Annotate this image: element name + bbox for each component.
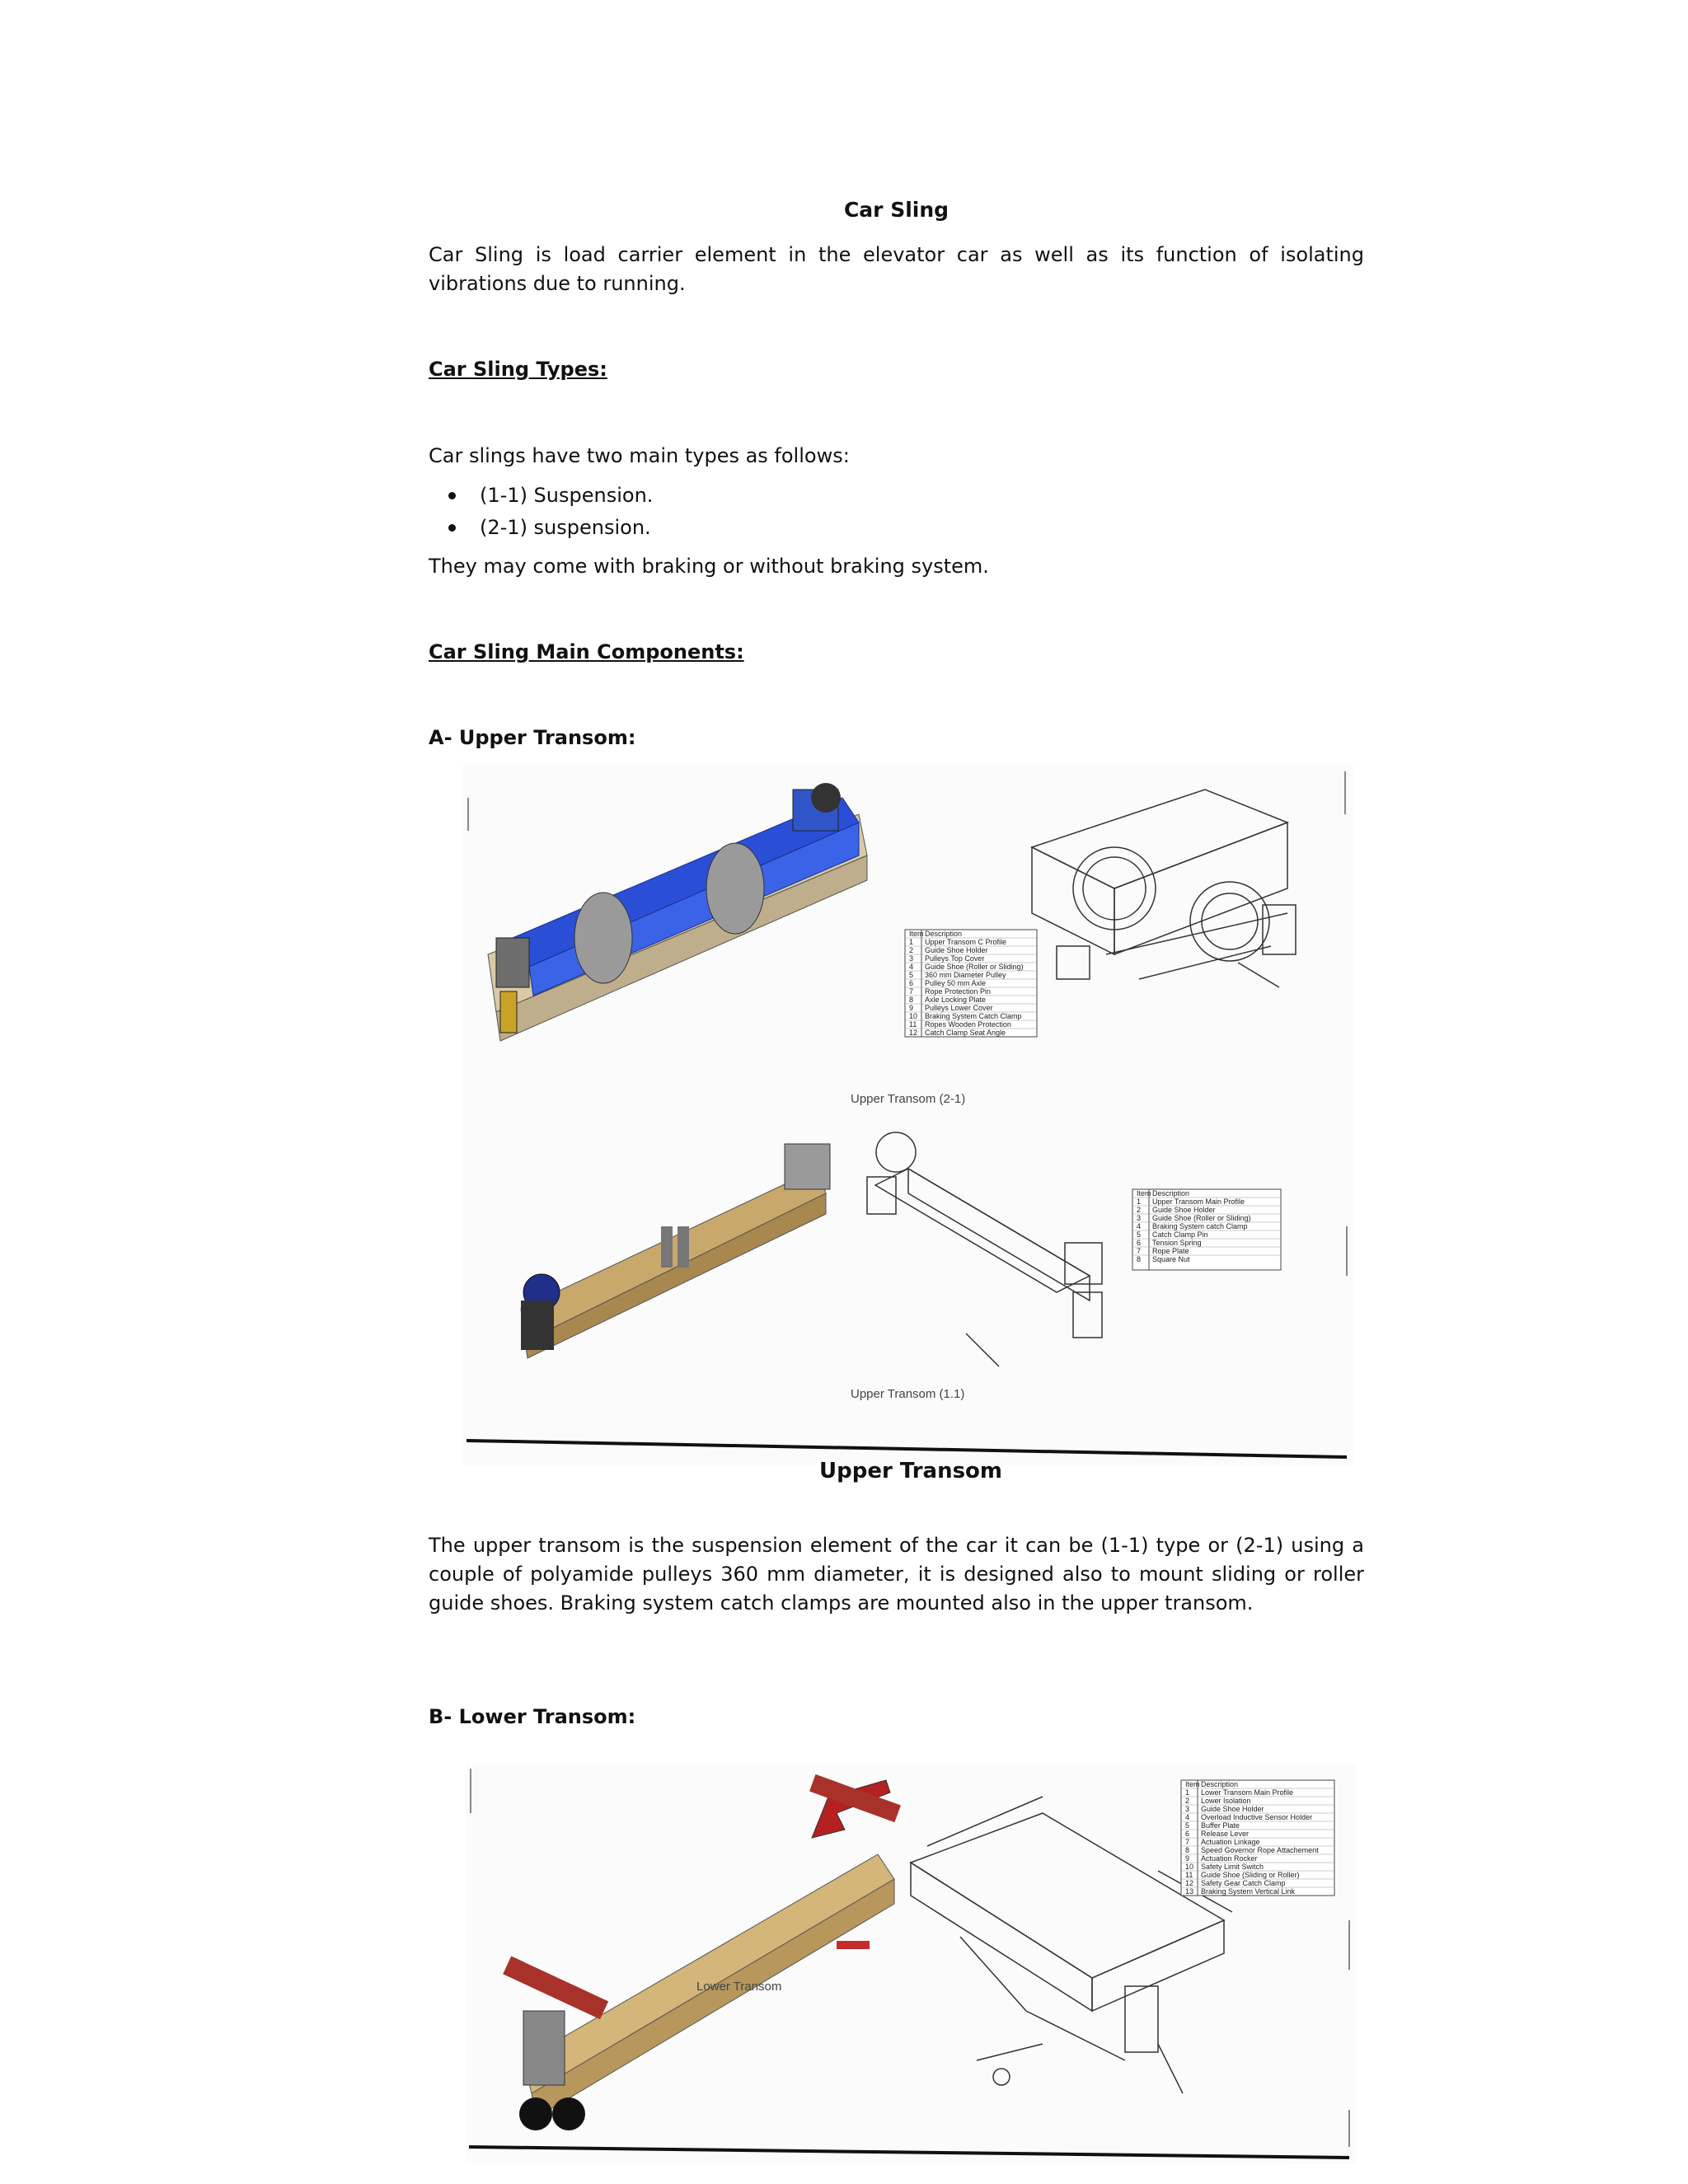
table-cell: Overload Inductive Sensor Holder — [1201, 1813, 1313, 1821]
table-cell: Safety Limit Switch — [1201, 1863, 1264, 1871]
upper-transom-2-1-render — [488, 783, 867, 1041]
table-cell: Guide Shoe Holder — [1152, 1206, 1216, 1214]
table-cell: 3 — [909, 954, 914, 963]
upper-transom-heading: A- Upper Transom: — [429, 726, 636, 749]
table-cell: Buffer Plate — [1201, 1821, 1240, 1830]
page-title: Car Sling — [843, 198, 950, 222]
table-cell: Braking System Vertical Link — [1201, 1887, 1296, 1896]
table-cell: Pulleys Lower Cover — [925, 1004, 993, 1012]
table-cell: Square Nut — [1152, 1255, 1190, 1263]
table-cell: 2 — [1185, 1797, 1190, 1805]
upper-transom-caption: Upper Transom — [818, 1459, 1003, 1483]
table-cell: Lower Transom Main Profile — [1201, 1788, 1294, 1797]
table-cell: Release Lever — [1201, 1830, 1250, 1838]
table-cell: 6 — [909, 979, 914, 987]
table-cell: 5 — [1137, 1230, 1142, 1239]
table-cell: 11 — [1185, 1871, 1193, 1879]
list-item: (2-1) suspension. — [462, 512, 653, 544]
table-cell: 1 — [909, 938, 914, 946]
table-cell: 8 — [1137, 1255, 1142, 1263]
table-cell: Upper Transom C Profile — [925, 938, 1007, 946]
table-cell: 1 — [1137, 1197, 1142, 1206]
table-cell: Braking System catch Clamp — [1152, 1222, 1248, 1230]
upper-transom-2-1-drawing — [1032, 790, 1296, 987]
table-cell: Ropes Wooden Protection — [925, 1020, 1011, 1029]
intro-paragraph: Car Sling is load carrier element in the elevator car as well as its function of isolating vibrations due to running. — [429, 243, 1364, 295]
table-cell: Catch Clamp Seat Angle — [925, 1029, 1006, 1037]
table-cell: Lower Isolation — [1201, 1797, 1251, 1805]
table-cell: 7 — [1137, 1247, 1142, 1255]
table-cell: 2 — [1137, 1206, 1142, 1214]
table-cell: 7 — [1185, 1838, 1190, 1846]
table-cell: 10 — [1185, 1863, 1194, 1871]
table-cell: 4 — [1185, 1813, 1190, 1821]
table-cell: 8 — [909, 996, 914, 1004]
upper-transom-1-1-drawing — [867, 1132, 1102, 1366]
table-cell: Speed Governor Rope Attachement — [1201, 1846, 1319, 1854]
table-cell: 6 — [1185, 1830, 1190, 1838]
lower-transom-figure — [466, 1764, 1356, 2163]
upper-transom-description: The upper transom is the suspension element of the car it can be (1-1) type or (2-1) using a couple of polyamide pulleys 360 mm diameter, it is designed also to mount sliding or roller guide shoes. Braking system catch clamps are mounted also in the upper transom. — [429, 1534, 1364, 1615]
table-cell: Rope Plate — [1152, 1247, 1189, 1255]
table-cell: 12 — [1185, 1879, 1194, 1887]
table-header-cell: Description — [1152, 1189, 1190, 1197]
table-cell: Braking System Catch Clamp — [925, 1012, 1022, 1020]
types-note: They may come with braking or without braking system. — [429, 555, 989, 578]
types-intro: Car slings have two main types as follows: — [429, 444, 850, 467]
table-cell: 9 — [1185, 1854, 1190, 1863]
table-cell: 2 — [909, 946, 914, 954]
upper-transom-figure — [463, 765, 1353, 1465]
lower-transom-table — [1181, 1780, 1334, 1896]
table-cell: Guide Shoe (Roller or Sliding) — [925, 963, 1024, 971]
table-cell: 1 — [1185, 1788, 1190, 1797]
table-cell: Safety Gear Catch Clamp — [1201, 1879, 1286, 1887]
lower-transom-render — [503, 1774, 901, 2130]
table-cell: Actuation Linkage — [1201, 1838, 1260, 1846]
table-cell: Catch Clamp Pin — [1152, 1230, 1208, 1239]
table-header-cell: Description — [925, 930, 963, 938]
table-header-cell: Description — [1201, 1780, 1239, 1788]
table-cell: 5 — [909, 971, 914, 979]
table-cell: 10 — [909, 1012, 918, 1020]
table-cell: Guide Shoe Holder — [1201, 1805, 1264, 1813]
upper-transom-2-1-table — [905, 930, 1037, 1037]
bullet-icon — [448, 524, 456, 532]
table-cell: 6 — [1137, 1239, 1142, 1247]
list-item: (1-1) Suspension. — [462, 480, 653, 512]
table-cell: 11 — [909, 1020, 917, 1029]
table-cell: Axle Locking Plate — [925, 996, 987, 1004]
table-cell: 360 mm Diameter Pulley — [925, 971, 1006, 979]
table-cell: Rope Protection Pin — [925, 987, 992, 996]
table-cell: 7 — [909, 987, 914, 996]
table-cell: Tension Spring — [1152, 1239, 1202, 1247]
upper-transom-2-1-label: Upper Transom (2-1) — [851, 1092, 966, 1106]
upper-transom-1-1-table — [1132, 1189, 1281, 1270]
types-heading: Car Sling Types: — [429, 358, 607, 381]
upper-transom-1-1-label: Upper Transom (1.1) — [851, 1387, 965, 1401]
table-cell: 4 — [1137, 1222, 1142, 1230]
table-cell: Pulley 50 mm Axle — [925, 979, 987, 987]
table-cell: 4 — [909, 963, 914, 971]
table-header-cell: Item — [1185, 1780, 1200, 1788]
upper-transom-1-1-render — [521, 1144, 830, 1358]
bullet-icon — [448, 492, 456, 499]
lower-transom-heading: B- Lower Transom: — [429, 1705, 636, 1728]
table-cell: 9 — [909, 1004, 914, 1012]
table-cell: 3 — [1137, 1214, 1142, 1222]
lower-transom-label: Lower Transom — [696, 1980, 782, 1994]
table-cell: Pulleys Top Cover — [925, 954, 985, 963]
table-header-cell: Item — [909, 930, 924, 938]
table-cell: Guide Shoe Holder — [925, 946, 988, 954]
components-heading: Car Sling Main Components: — [429, 640, 744, 663]
table-cell: Upper Transom Main Profile — [1152, 1197, 1245, 1206]
table-header-cell: Item — [1137, 1189, 1151, 1197]
table-cell: Actuation Rocker — [1201, 1854, 1258, 1863]
table-cell: 8 — [1185, 1846, 1190, 1854]
table-cell: 3 — [1185, 1805, 1190, 1813]
table-cell: Guide Shoe (Sliding or Roller) — [1201, 1871, 1300, 1879]
table-cell: 12 — [909, 1029, 918, 1037]
types-list — [462, 480, 653, 544]
table-cell: 5 — [1185, 1821, 1190, 1830]
table-cell: 13 — [1185, 1887, 1194, 1896]
table-cell: Guide Shoe (Roller or Sliding) — [1152, 1214, 1251, 1222]
